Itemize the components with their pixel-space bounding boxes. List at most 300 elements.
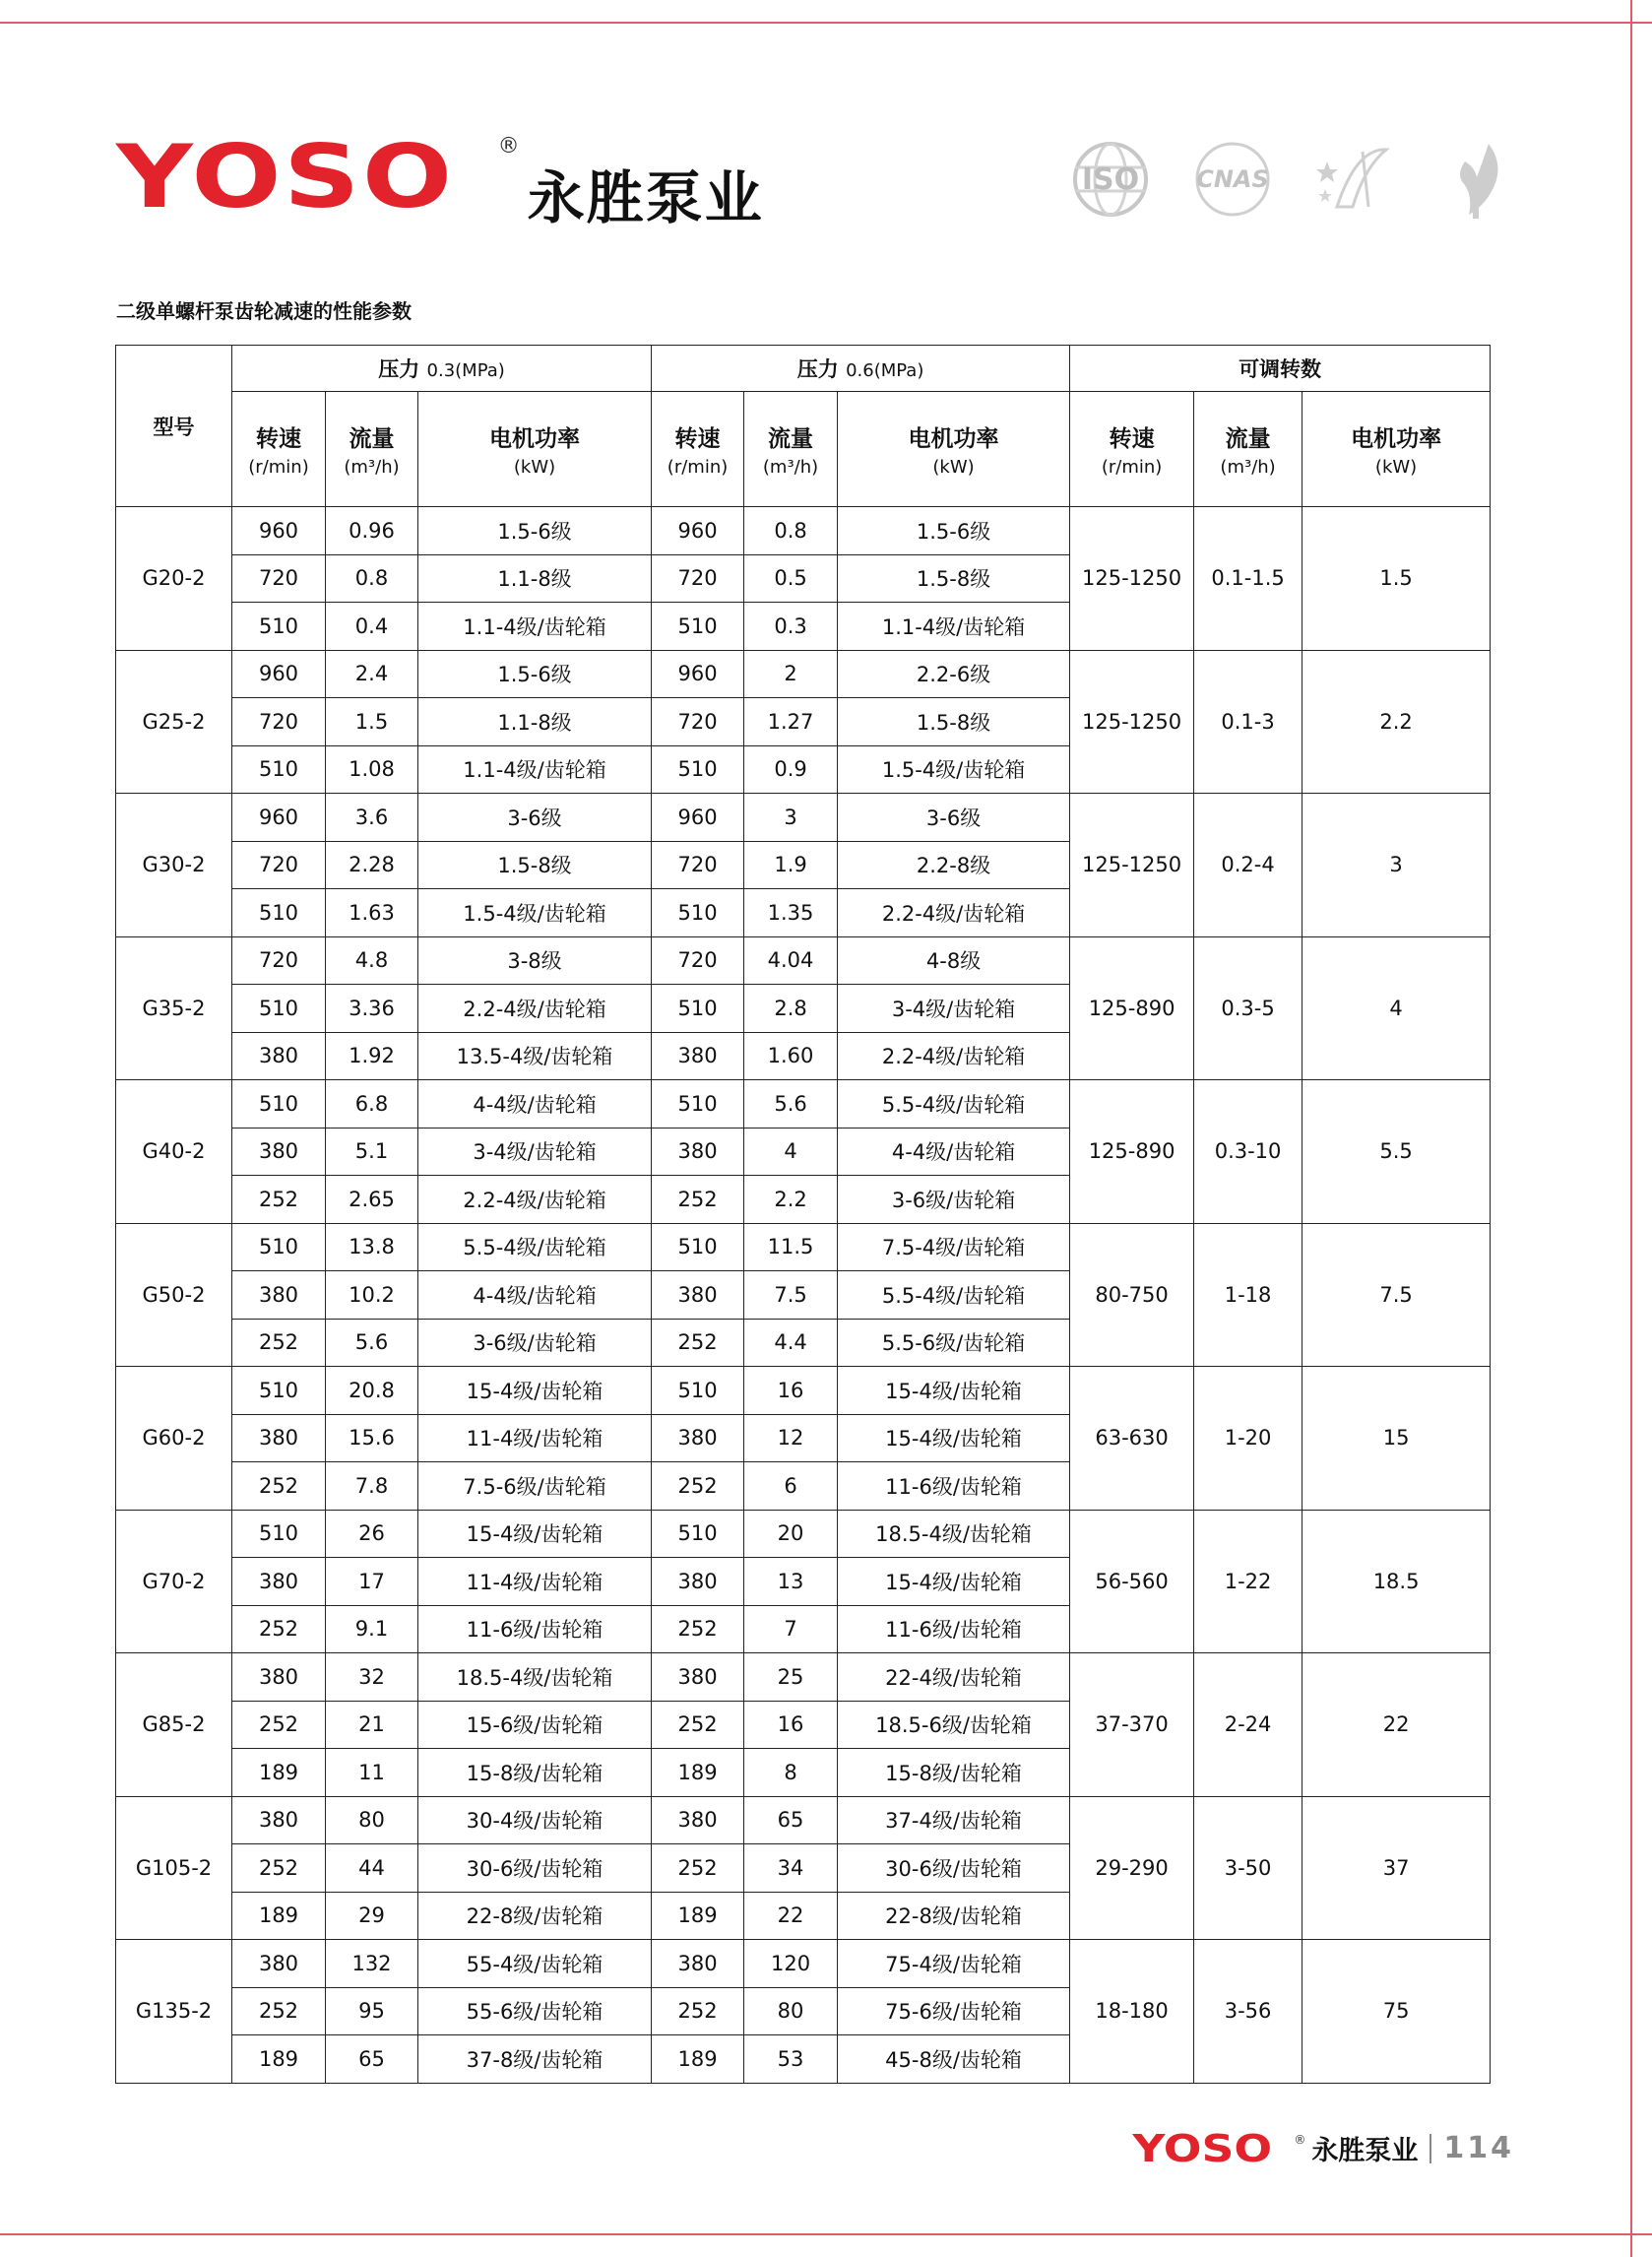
value-cell: 1.35 (744, 889, 838, 937)
value-cell: 380 (232, 1414, 326, 1462)
column-header (744, 392, 838, 507)
column-header (1303, 392, 1491, 507)
adjustable-speed-cell: 125-1250 (1070, 650, 1194, 794)
value-cell: 380 (232, 1796, 326, 1844)
value-cell: 380 (652, 1271, 744, 1320)
value-cell: 10.2 (326, 1271, 418, 1320)
value-cell: 510 (652, 1223, 744, 1271)
value-cell: 720 (652, 936, 744, 985)
value-cell: 4-8级 (838, 936, 1070, 985)
adjustable-flow-cell: 1-18 (1194, 1223, 1303, 1367)
value-cell: 510 (232, 1510, 326, 1558)
value-cell: 510 (232, 1223, 326, 1271)
column-header-unit: (r/min) (1101, 457, 1163, 478)
value-cell: 1.1-4级/齿轮箱 (418, 745, 652, 794)
section-title: 二级单螺杆泵齿轮减速的性能参数 (116, 299, 412, 323)
value-cell: 380 (232, 1271, 326, 1320)
value-cell: 720 (232, 554, 326, 603)
adjustable-speed-cell: 125-890 (1070, 936, 1194, 1080)
value-cell: 17 (326, 1558, 418, 1606)
value-cell: 11-6级/齿轮箱 (838, 1462, 1070, 1511)
value-cell: 13 (744, 1558, 838, 1606)
value-cell: 510 (652, 889, 744, 937)
value-cell: 15-4级/齿轮箱 (418, 1510, 652, 1558)
value-cell: 189 (232, 2035, 326, 2084)
value-cell: 510 (652, 603, 744, 651)
adjustable-speed-cell: 63-630 (1070, 1367, 1194, 1511)
brand-header (116, 126, 764, 234)
value-cell: 11-4级/齿轮箱 (418, 1414, 652, 1462)
value-cell: 7.5-6级/齿轮箱 (418, 1462, 652, 1511)
value-cell: 0.8 (744, 507, 838, 555)
value-cell: 0.96 (326, 507, 418, 555)
value-cell: 80 (326, 1796, 418, 1844)
value-cell: 252 (232, 1844, 326, 1893)
adjustable-flow-cell: 3-56 (1194, 1940, 1303, 2084)
value-cell: 0.3 (744, 603, 838, 651)
adjustable-flow-cell: 1-22 (1194, 1510, 1303, 1653)
value-cell: 380 (232, 1653, 326, 1702)
adjustable-speed-cell: 125-1250 (1070, 507, 1194, 651)
value-cell: 720 (232, 698, 326, 746)
value-cell: 960 (232, 507, 326, 555)
value-cell: 1.92 (326, 1032, 418, 1080)
table-body (116, 507, 1491, 2084)
value-cell: 510 (232, 1367, 326, 1415)
value-cell: 252 (232, 1987, 326, 2035)
value-cell: 2.2 (744, 1176, 838, 1224)
value-cell: 53 (744, 2035, 838, 2084)
value-cell: 960 (232, 794, 326, 842)
value-cell: 1.1-4级/齿轮箱 (418, 603, 652, 651)
column-header-title: 流量 (768, 426, 814, 452)
adjustable-power-cell: 1.5 (1303, 507, 1491, 651)
value-cell: 44 (326, 1844, 418, 1893)
adjustable-power-cell: 37 (1303, 1796, 1491, 1940)
column-header-unit: (kW) (932, 457, 975, 478)
value-cell: 4 (744, 1128, 838, 1176)
value-cell: 380 (652, 1414, 744, 1462)
table-row (116, 650, 1491, 698)
value-cell: 1.5 (326, 698, 418, 746)
table-row (116, 1223, 1491, 1271)
value-cell: 1.1-8级 (418, 554, 652, 603)
value-cell: 252 (652, 1701, 744, 1749)
value-cell: 1.1-8级 (418, 698, 652, 746)
value-cell: 21 (326, 1701, 418, 1749)
column-header (838, 392, 1070, 507)
value-cell: 4.04 (744, 936, 838, 985)
value-cell: 11-6级/齿轮箱 (838, 1605, 1070, 1653)
leaf-emblem-icon (1430, 138, 1524, 221)
value-cell: 5.6 (744, 1080, 838, 1128)
value-cell: 34 (744, 1844, 838, 1893)
iso-globe-icon (1063, 138, 1158, 221)
value-cell: 15-6级/齿轮箱 (418, 1701, 652, 1749)
value-cell: 30-6级/齿轮箱 (838, 1844, 1070, 1893)
value-cell: 1.1-4级/齿轮箱 (838, 603, 1070, 651)
value-cell: 25 (744, 1653, 838, 1702)
value-cell: 252 (652, 1605, 744, 1653)
value-cell: 22 (744, 1892, 838, 1940)
column-header-title: 电机功率 (908, 426, 999, 452)
group-header-adjustable (1070, 346, 1491, 392)
value-cell: 960 (232, 650, 326, 698)
value-cell: 11 (326, 1749, 418, 1797)
value-cell: 3-8级 (418, 936, 652, 985)
adjustable-power-cell: 4 (1303, 936, 1491, 1080)
value-cell: 18.5-6级/齿轮箱 (838, 1701, 1070, 1749)
iso-label: ISO (1081, 162, 1140, 197)
value-cell: 3-6级/齿轮箱 (418, 1319, 652, 1367)
value-cell: 5.5-4级/齿轮箱 (838, 1271, 1070, 1320)
value-cell: 3.36 (326, 985, 418, 1033)
adjustable-speed-cell: 125-890 (1070, 1080, 1194, 1224)
value-cell: 380 (652, 1796, 744, 1844)
column-header-title: 转速 (674, 426, 721, 452)
column-header (1194, 392, 1303, 507)
adjustable-flow-cell: 2-24 (1194, 1653, 1303, 1797)
value-cell: 252 (232, 1701, 326, 1749)
value-cell: 29 (326, 1892, 418, 1940)
value-cell: 5.1 (326, 1128, 418, 1176)
value-cell: 9.1 (326, 1605, 418, 1653)
value-cell: 1.5-8级 (838, 554, 1070, 603)
value-cell: 1.5-6级 (418, 650, 652, 698)
value-cell: 510 (232, 985, 326, 1033)
value-cell: 12 (744, 1414, 838, 1462)
value-cell: 0.4 (326, 603, 418, 651)
column-header-unit: (r/min) (667, 457, 729, 478)
column-header (418, 392, 652, 507)
value-cell: 380 (232, 1558, 326, 1606)
value-cell: 75-4级/齿轮箱 (838, 1940, 1070, 1988)
column-header-unit: (m³/h) (1220, 457, 1276, 478)
adjustable-power-cell: 18.5 (1303, 1510, 1491, 1653)
group-title: 压力 (378, 357, 420, 381)
column-header (326, 392, 418, 507)
value-cell: 252 (652, 1462, 744, 1511)
value-cell: 11-4级/齿轮箱 (418, 1558, 652, 1606)
value-cell: 252 (232, 1462, 326, 1511)
column-header-unit: (m³/h) (762, 457, 819, 478)
value-cell: 2.8 (744, 985, 838, 1033)
value-cell: 252 (232, 1605, 326, 1653)
value-cell: 7.5-4级/齿轮箱 (838, 1223, 1070, 1271)
value-cell: 55-4级/齿轮箱 (418, 1940, 652, 1988)
model-cell: G35-2 (116, 936, 232, 1080)
value-cell: 15-4级/齿轮箱 (838, 1558, 1070, 1606)
footer-divider (1430, 2134, 1431, 2163)
value-cell: 2.2-6级 (838, 650, 1070, 698)
model-cell: G85-2 (116, 1653, 232, 1797)
value-cell: 6 (744, 1462, 838, 1511)
value-cell: 3-6级/齿轮箱 (838, 1176, 1070, 1224)
value-cell: 1.27 (744, 698, 838, 746)
value-cell: 4-4级/齿轮箱 (838, 1128, 1070, 1176)
value-cell: 30-4级/齿轮箱 (418, 1796, 652, 1844)
model-header: 型号 (116, 346, 232, 507)
value-cell: 13.8 (326, 1223, 418, 1271)
cnas-label: CNAS (1196, 165, 1269, 193)
value-cell: 15-8级/齿轮箱 (838, 1749, 1070, 1797)
value-cell: 1.5-8级 (838, 698, 1070, 746)
adjustable-flow-cell: 0.3-10 (1194, 1080, 1303, 1224)
value-cell: 510 (652, 1367, 744, 1415)
value-cell: 65 (326, 2035, 418, 2084)
value-cell: 11-6级/齿轮箱 (418, 1605, 652, 1653)
value-cell: 252 (232, 1176, 326, 1224)
value-cell: 4.4 (744, 1319, 838, 1367)
value-cell: 30-6级/齿轮箱 (418, 1844, 652, 1893)
value-cell: 45-8级/齿轮箱 (838, 2035, 1070, 2084)
value-cell: 4.8 (326, 936, 418, 985)
value-cell: 510 (232, 889, 326, 937)
value-cell: 1.5-6级 (418, 507, 652, 555)
value-cell: 189 (652, 1749, 744, 1797)
value-cell: 15.6 (326, 1414, 418, 1462)
value-cell: 2.2-4级/齿轮箱 (418, 985, 652, 1033)
star-emblem-icon (1307, 138, 1402, 221)
value-cell: 720 (652, 841, 744, 889)
value-cell: 7.5 (744, 1271, 838, 1320)
column-header-unit: (kW) (1374, 457, 1418, 478)
model-cell: G105-2 (116, 1796, 232, 1940)
column-header-unit: (kW) (513, 457, 556, 478)
adjustable-speed-cell: 80-750 (1070, 1223, 1194, 1367)
value-cell: 380 (232, 1128, 326, 1176)
table-row (116, 1653, 1491, 1702)
value-cell: 2.2-8级 (838, 841, 1070, 889)
table-row (116, 794, 1491, 842)
column-header-title: 转速 (256, 426, 301, 452)
column-header (652, 392, 744, 507)
value-cell: 189 (232, 1892, 326, 1940)
adjustable-speed-cell: 56-560 (1070, 1510, 1194, 1653)
value-cell: 5.5-4级/齿轮箱 (418, 1223, 652, 1271)
footer-brand-name: 永胜泵业 (1311, 2136, 1419, 2166)
model-cell: G60-2 (116, 1367, 232, 1511)
page-number: 114 (1443, 2131, 1514, 2165)
value-cell: 5.5-6级/齿轮箱 (838, 1319, 1070, 1367)
model-cell: G30-2 (116, 794, 232, 937)
adjustable-flow-cell: 0.1-1.5 (1194, 507, 1303, 651)
value-cell: 2.4 (326, 650, 418, 698)
column-header-title: 电机功率 (1351, 426, 1442, 452)
table-row (116, 1940, 1491, 1988)
value-cell: 3-4级/齿轮箱 (418, 1128, 652, 1176)
adjustable-power-cell: 7.5 (1303, 1223, 1491, 1367)
group-title: 可调转数 (1239, 357, 1322, 381)
value-cell: 75-6级/齿轮箱 (838, 1987, 1070, 2035)
footer-logo: YOSO (1132, 2126, 1273, 2170)
value-cell: 0.5 (744, 554, 838, 603)
column-header-title: 电机功率 (489, 426, 581, 452)
value-cell: 252 (652, 1176, 744, 1224)
adjustable-power-cell: 15 (1303, 1367, 1491, 1511)
value-cell: 189 (652, 1892, 744, 1940)
value-cell: 5.5-4级/齿轮箱 (838, 1080, 1070, 1128)
value-cell: 2.2-4级/齿轮箱 (838, 889, 1070, 937)
value-cell: 15-4级/齿轮箱 (838, 1367, 1070, 1415)
value-cell: 13.5-4级/齿轮箱 (418, 1032, 652, 1080)
value-cell: 720 (652, 554, 744, 603)
value-cell: 380 (652, 1558, 744, 1606)
value-cell: 37-4级/齿轮箱 (838, 1796, 1070, 1844)
value-cell: 37-8级/齿轮箱 (418, 2035, 652, 2084)
value-cell: 1.60 (744, 1032, 838, 1080)
column-header (1070, 392, 1194, 507)
model-cell: G135-2 (116, 1940, 232, 2084)
value-cell: 380 (232, 1032, 326, 1080)
adjustable-power-cell: 75 (1303, 1940, 1491, 2084)
value-cell: 3-6级 (418, 794, 652, 842)
value-cell: 720 (232, 936, 326, 985)
group-unit: 0.3(MPa) (426, 360, 505, 381)
value-cell: 7.8 (326, 1462, 418, 1511)
value-cell: 380 (652, 1653, 744, 1702)
value-cell: 55-6级/齿轮箱 (418, 1987, 652, 2035)
value-cell: 2.28 (326, 841, 418, 889)
value-cell: 3.6 (326, 794, 418, 842)
value-cell: 252 (652, 1844, 744, 1893)
value-cell: 2 (744, 650, 838, 698)
value-cell: 7 (744, 1605, 838, 1653)
top-trim-line (0, 22, 1652, 24)
value-cell: 960 (652, 650, 744, 698)
value-cell: 252 (652, 1987, 744, 2035)
value-cell: 16 (744, 1701, 838, 1749)
value-cell: 189 (652, 2035, 744, 2084)
value-cell: 80 (744, 1987, 838, 2035)
adjustable-flow-cell: 1-20 (1194, 1367, 1303, 1511)
model-cell: G40-2 (116, 1080, 232, 1224)
value-cell: 20 (744, 1510, 838, 1558)
value-cell: 8 (744, 1749, 838, 1797)
value-cell: 510 (652, 745, 744, 794)
right-trim-line (1630, 0, 1632, 2257)
value-cell: 189 (232, 1749, 326, 1797)
adjustable-flow-cell: 3-50 (1194, 1796, 1303, 1940)
registered-mark: ® (497, 134, 520, 159)
value-cell: 1.9 (744, 841, 838, 889)
footer-registered-mark: ® (1294, 2133, 1306, 2147)
value-cell: 22-8级/齿轮箱 (418, 1892, 652, 1940)
value-cell: 1.08 (326, 745, 418, 794)
table-row (116, 507, 1491, 555)
value-cell: 960 (652, 507, 744, 555)
value-cell: 11.5 (744, 1223, 838, 1271)
page-footer (1132, 2126, 1514, 2170)
value-cell: 18.5-4级/齿轮箱 (418, 1653, 652, 1702)
value-cell: 510 (652, 1080, 744, 1128)
table-row (116, 1367, 1491, 1415)
value-cell: 6.8 (326, 1080, 418, 1128)
value-cell: 2.2-4级/齿轮箱 (838, 1032, 1070, 1080)
group-unit: 0.6(MPa) (846, 360, 924, 381)
value-cell: 960 (652, 794, 744, 842)
brand-logo: YOSO (116, 126, 455, 227)
value-cell: 510 (652, 1510, 744, 1558)
table-row (116, 1080, 1491, 1128)
value-cell: 3 (744, 794, 838, 842)
value-cell: 4-4级/齿轮箱 (418, 1080, 652, 1128)
value-cell: 380 (652, 1940, 744, 1988)
value-cell: 380 (652, 1128, 744, 1176)
value-cell: 720 (652, 698, 744, 746)
value-cell: 380 (652, 1032, 744, 1080)
adjustable-power-cell: 22 (1303, 1653, 1491, 1797)
value-cell: 1.5-6级 (838, 507, 1070, 555)
value-cell: 1.5-4级/齿轮箱 (838, 745, 1070, 794)
model-cell: G20-2 (116, 507, 232, 651)
column-header-title: 转速 (1109, 426, 1155, 452)
table-row (116, 1796, 1491, 1844)
value-cell: 132 (326, 1940, 418, 1988)
value-cell: 120 (744, 1940, 838, 1988)
value-cell: 510 (232, 745, 326, 794)
value-cell: 65 (744, 1796, 838, 1844)
value-cell: 95 (326, 1987, 418, 2035)
value-cell: 15-8级/齿轮箱 (418, 1749, 652, 1797)
model-cell: G70-2 (116, 1510, 232, 1653)
value-cell: 26 (326, 1510, 418, 1558)
value-cell: 2.2-4级/齿轮箱 (418, 1176, 652, 1224)
subheader-row (116, 392, 1491, 507)
value-cell: 32 (326, 1653, 418, 1702)
value-cell: 252 (232, 1319, 326, 1367)
column-header-unit: (r/min) (248, 457, 309, 478)
brand-name-cn: 永胜泵业 (527, 164, 764, 231)
value-cell: 510 (232, 603, 326, 651)
group-header-pressure-06 (652, 346, 1070, 392)
table-row (116, 1510, 1491, 1558)
value-cell: 20.8 (326, 1367, 418, 1415)
value-cell: 3-6级 (838, 794, 1070, 842)
adjustable-speed-cell: 37-370 (1070, 1653, 1194, 1797)
value-cell: 720 (232, 841, 326, 889)
value-cell: 3-4级/齿轮箱 (838, 985, 1070, 1033)
adjustable-speed-cell: 125-1250 (1070, 794, 1194, 937)
value-cell: 1.5-4级/齿轮箱 (418, 889, 652, 937)
group-header-pressure-03 (232, 346, 652, 392)
column-header (232, 392, 326, 507)
value-cell: 22-4级/齿轮箱 (838, 1653, 1070, 1702)
performance-table (115, 345, 1491, 2084)
model-cell: G50-2 (116, 1223, 232, 1367)
cnas-seal-icon (1185, 138, 1280, 221)
value-cell: 510 (652, 985, 744, 1033)
adjustable-flow-cell: 0.1-3 (1194, 650, 1303, 794)
adjustable-speed-cell: 29-290 (1070, 1796, 1194, 1940)
value-cell: 1.63 (326, 889, 418, 937)
certification-logos (1063, 138, 1552, 221)
column-header-unit: (m³/h) (344, 457, 400, 478)
value-cell: 15-4级/齿轮箱 (838, 1414, 1070, 1462)
value-cell: 0.8 (326, 554, 418, 603)
adjustable-power-cell: 5.5 (1303, 1080, 1491, 1224)
model-cell: G25-2 (116, 650, 232, 794)
value-cell: 510 (232, 1080, 326, 1128)
value-cell: 2.65 (326, 1176, 418, 1224)
value-cell: 252 (652, 1319, 744, 1367)
value-cell: 0.9 (744, 745, 838, 794)
value-cell: 22-8级/齿轮箱 (838, 1892, 1070, 1940)
adjustable-speed-cell: 18-180 (1070, 1940, 1194, 2084)
column-header-title: 流量 (349, 426, 395, 452)
adjustable-power-cell: 2.2 (1303, 650, 1491, 794)
table-row (116, 936, 1491, 985)
